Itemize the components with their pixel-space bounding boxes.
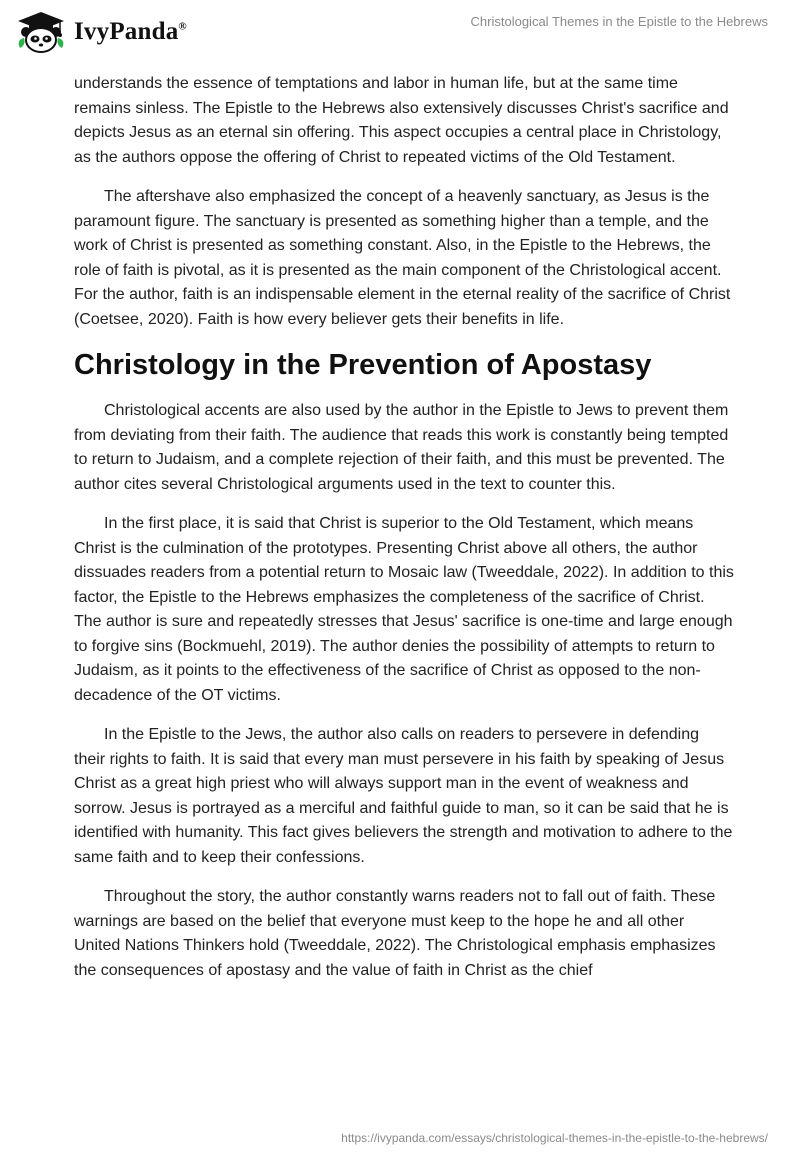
paragraph: The aftershave also emphasized the concept of a heavenly sanctuary, as Jesus is the paramount figure. The sanctuary is presented as something higher than a temple, and the work of Christ is presented as something constant. Also, in the Epistle to the Hebrews, the role of faith is pivotal, as it is presented as the main component of the Christological accent. For the author, faith is an indispensable element in the eternal reality of the sacrifice of Christ (Coetsee, 2020). Faith is how every believer gets their benefits in life.	[74, 188, 731, 328]
page-header	[0, 0, 800, 60]
paragraph: In the first place, it is said that Christ is superior to the Old Testament, which means Christ is the culmination of the prototypes. Presenting Christ above all others, the author dissuades readers from a potential return to Mosaic law (Tweeddale, 2022). In addition to this factor, the Epistle to the Hebrews emphasizes the completeness of the sacrifice of Christ. The author is sure and repeatedly stresses that Jesus' sacrifice is one-time and large enough to forgive sins (Bockmuehl, 2019). The author denies the possibility of attempts to return to Judaism, as it points to the effectiveness of the sacrifice of Christ as opposed to the non-decadence of the OT victims.	[74, 515, 734, 704]
paragraph: Throughout the story, the author constantly warns readers not to fall out of faith. These warnings are based on the belief that everyone must keep to the hope he and all other United Nations Thinkers hold (Tweeddale, 2022). The Christological emphasis emphasizes the consequences of apostasy and the value of faith in Christ as the chief	[74, 888, 716, 979]
panda-graduate-logo-icon	[14, 10, 68, 54]
essay-body	[74, 72, 734, 998]
paragraph-continued: understands the essence of temptations and labor in human life, but at the same time remains sinless. The Epistle to the Hebrews also extensively discusses Christ's sacrifice and depicts Jesus as an eternal sin offering. This aspect occupies a central place in Christology, as the authors oppose the offering of Christ to repeated victims of the Old Testament.	[74, 75, 729, 166]
paragraph: Christological accents are also used by the author in the Epistle to Jews to prevent them from deviating from their faith. The audience that reads this work is constantly being tempted to return to Judaism, and a complete rejection of their faith, and this must be prevented. The author cites several Christological arguments used in the text to counter this.	[74, 402, 729, 493]
registered-mark: ®	[178, 20, 187, 33]
paragraph: In the Epistle to the Jews, the author also calls on readers to persevere in defending their rights to faith. It is said that every man must persevere in his faith by speaking of Jesus Christ as a great high priest who will always support man in the event of weakness and sorrow. Jesus is portrayed as a merciful and faithful guide to man, so it can be said that he is identified with humanity. This fact gives believers the strength and motivation to adhere to the same faith and to keep their confessions.	[74, 726, 733, 866]
section-heading: Christology in the Prevention of Apostasy	[74, 349, 652, 381]
source-url[interactable]: https://ivypanda.com/essays/christological-themes-in-the-epistle-to-the-hebrews/	[341, 1131, 768, 1145]
ivypanda-logo[interactable]	[14, 10, 187, 54]
document-title: Christological Themes in the Epistle to the Hebrews	[470, 14, 768, 29]
brand-name: IvyPanda®	[74, 18, 187, 45]
